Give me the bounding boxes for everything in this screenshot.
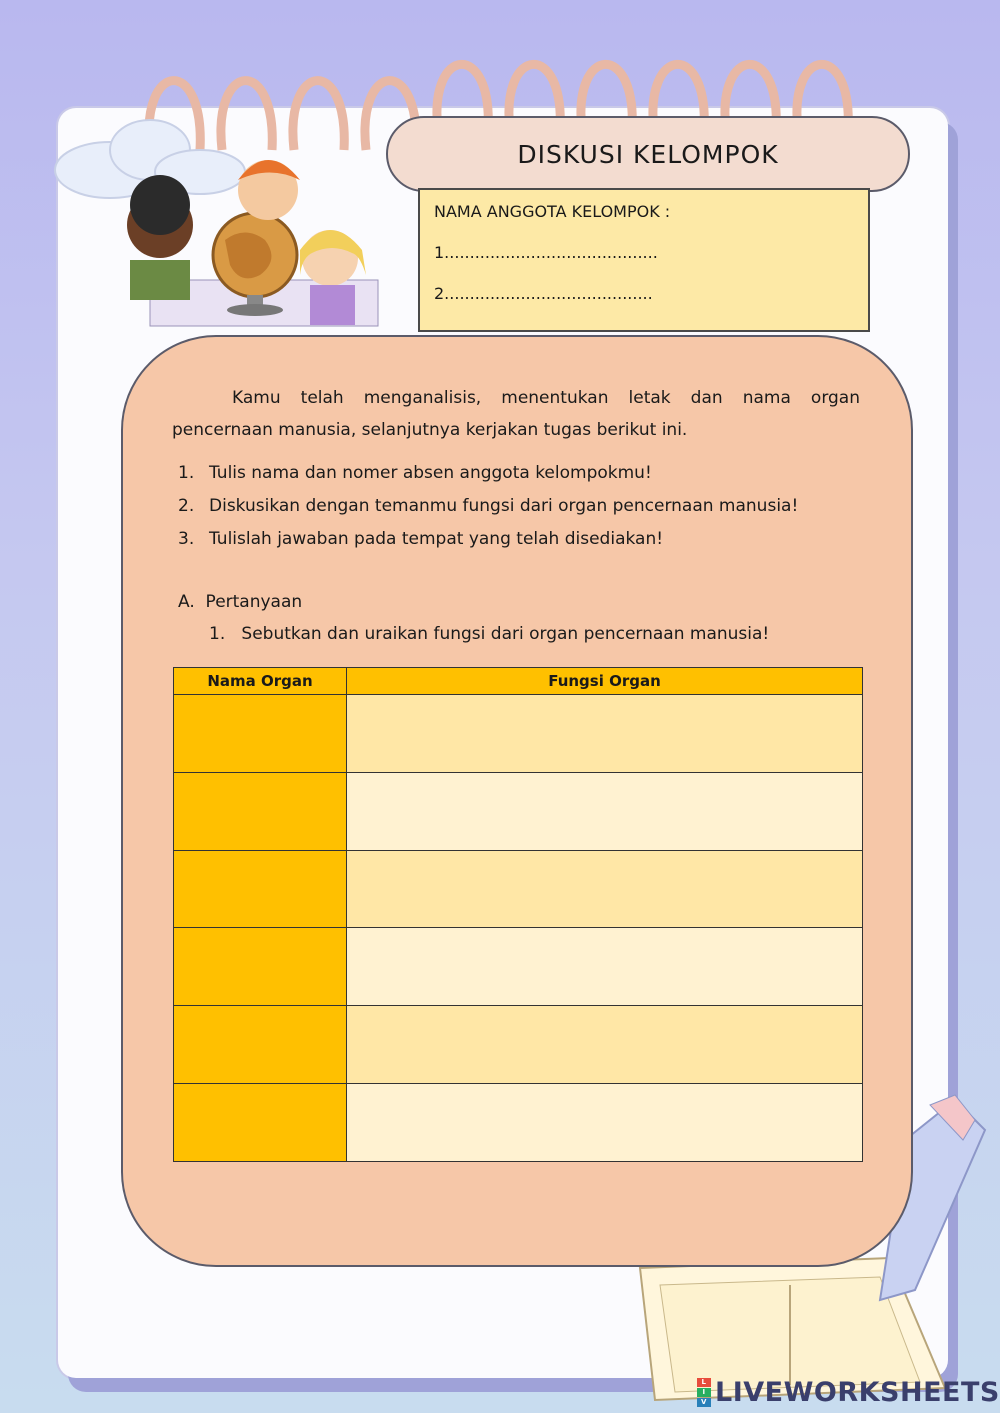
organ-name-cell[interactable] bbox=[174, 695, 347, 773]
organ-name-cell[interactable] bbox=[174, 1084, 347, 1162]
organ-function-cell[interactable] bbox=[347, 928, 863, 1006]
table-row bbox=[174, 850, 863, 928]
children-with-globe-illustration bbox=[127, 160, 378, 326]
organ-function-cell[interactable] bbox=[347, 1084, 863, 1162]
page-title bbox=[386, 116, 910, 192]
question-section bbox=[178, 586, 769, 650]
table-row bbox=[174, 695, 863, 773]
list-item bbox=[178, 522, 878, 555]
organ-name-cell[interactable] bbox=[174, 928, 347, 1006]
column-header-organ-name: Nama Organ bbox=[174, 668, 347, 695]
step-number: 1. bbox=[178, 462, 195, 483]
page-title-text: DISKUSI KELOMPOK bbox=[517, 139, 779, 169]
table-row bbox=[174, 1084, 863, 1162]
member-line-2[interactable]: 2......................................... bbox=[434, 284, 653, 303]
table-header-row bbox=[174, 668, 863, 695]
table-row bbox=[174, 772, 863, 850]
logo-mark-letter: V bbox=[697, 1398, 711, 1407]
list-item bbox=[178, 489, 878, 522]
table-row bbox=[174, 928, 863, 1006]
organ-name-cell[interactable] bbox=[174, 1006, 347, 1084]
organ-function-cell[interactable] bbox=[347, 695, 863, 773]
organ-function-table bbox=[173, 667, 863, 1162]
step-number: 3. bbox=[178, 528, 195, 549]
liveworksheets-logo bbox=[697, 1377, 1000, 1408]
group-members-box bbox=[418, 188, 870, 332]
question-text: 1. Sebutkan dan uraikan fungsi dari organ pencernaan manusia! bbox=[209, 624, 770, 644]
step-number: 2. bbox=[178, 495, 195, 516]
section-heading: A. Pertanyaan bbox=[178, 592, 303, 612]
step-text: Tulislah jawaban pada tempat yang telah disediakan! bbox=[209, 528, 664, 549]
organ-function-cell[interactable] bbox=[347, 772, 863, 850]
group-members-label: NAMA ANGGOTA KELOMPOK : bbox=[434, 202, 671, 221]
step-text: Diskusikan dengan temanmu fungsi dari organ pencernaan manusia! bbox=[209, 495, 799, 516]
list-item bbox=[178, 456, 878, 489]
table-row bbox=[174, 1006, 863, 1084]
column-header-organ-function: Fungsi Organ bbox=[347, 668, 863, 695]
instruction-steps bbox=[178, 456, 878, 555]
organ-name-cell[interactable] bbox=[174, 772, 347, 850]
logo-mark-letter: L bbox=[697, 1378, 711, 1387]
liveworksheets-logo-icon bbox=[697, 1378, 711, 1408]
intro-paragraph: Kamu telah menganalisis, menentukan letak dan nama organ pencernaan manusia, selanjutnya kerjakan tugas berikut ini. bbox=[172, 388, 860, 440]
logo-mark-letter: I bbox=[697, 1388, 711, 1397]
step-text: Tulis nama dan nomer absen anggota kelompokmu! bbox=[209, 462, 652, 483]
organ-function-cell[interactable] bbox=[347, 850, 863, 928]
member-line-1[interactable]: 1.......................................... bbox=[434, 243, 658, 262]
organ-name-cell[interactable] bbox=[174, 850, 347, 928]
logo-text: LIVEWORKSHEETS bbox=[715, 1377, 1000, 1408]
organ-function-cell[interactable] bbox=[347, 1006, 863, 1084]
